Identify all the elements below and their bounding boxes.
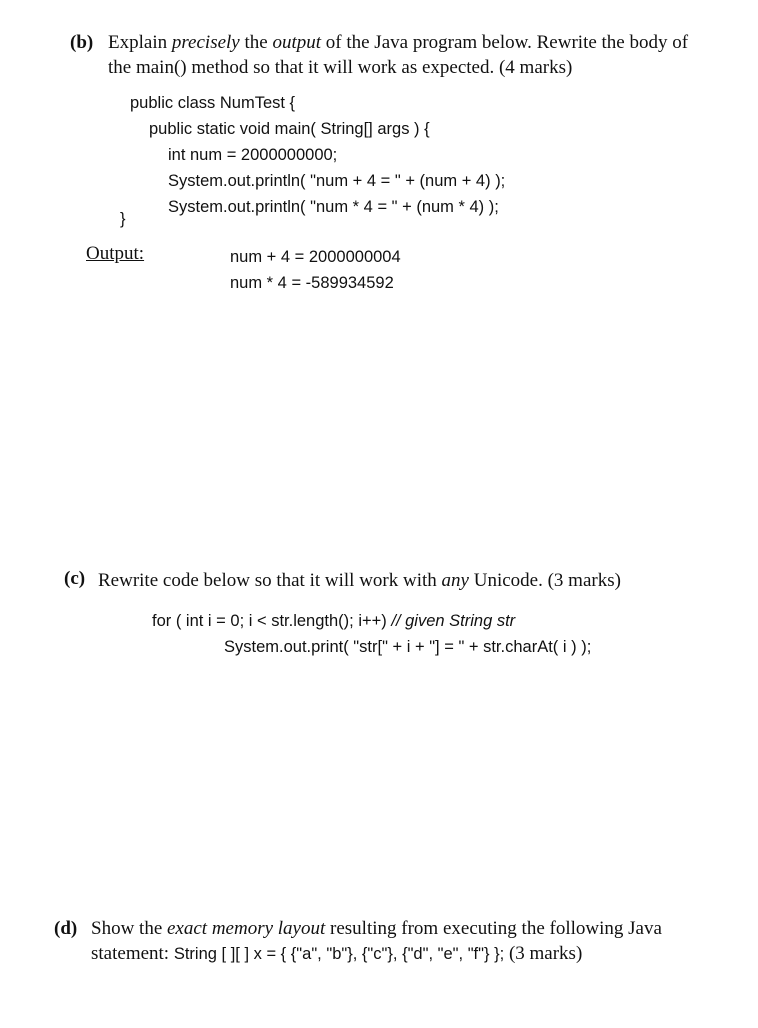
question-b-label: (b) xyxy=(70,32,94,53)
question-d-label: (d) xyxy=(54,918,78,939)
question-d-line-2: statement: String [ ][ ] x = { {"a", "b"}, {"c"}, {"d", "e", "f"} }; (3 marks) xyxy=(91,943,583,964)
question-b-line-1: Explain precisely the output of the Java program below. Rewrite the body of xyxy=(108,32,689,53)
output-label: Output: xyxy=(86,243,145,264)
code-line: } xyxy=(120,210,126,228)
code-line: System.out.println( "num * 4 = " + (num * 4) ); xyxy=(168,198,499,216)
code-inline: String [ ][ ] x = { {"a", "b"}, {"c"}, {"d", "e", "f"} }; xyxy=(173,945,505,963)
question-b-line-2: the main() method so that it will work as expected. (4 marks) xyxy=(108,57,573,78)
output-line: num * 4 = -589934592 xyxy=(230,274,394,292)
question-d-line-1: Show the exact memory layout resulting from executing the following Java xyxy=(91,918,662,939)
code-line: public static void main( String[] args ) { xyxy=(149,120,430,138)
output-line: num + 4 = 2000000004 xyxy=(230,248,401,266)
code-comment: // given String str xyxy=(391,612,516,630)
code-line: System.out.println( "num + 4 = " + (num + 4) ); xyxy=(168,172,506,190)
question-c-text: Rewrite code below so that it will work with any Unicode. (3 marks) xyxy=(98,570,621,591)
code-line: int num = 2000000000; xyxy=(168,146,338,164)
code-line: public class NumTest { xyxy=(130,94,296,112)
code-line: System.out.print( "str[" + i + "] = " + str.charAt( i ) ); xyxy=(224,638,592,656)
code-line: for ( int i = 0; i < str.length(); i++) // given String str xyxy=(152,612,516,630)
question-c-label: (c) xyxy=(64,568,86,589)
